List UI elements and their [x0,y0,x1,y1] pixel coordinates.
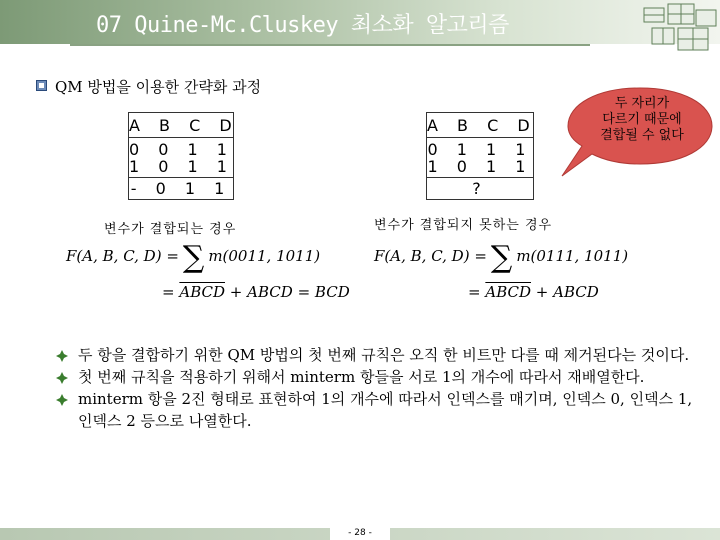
left-table-row: 0 0 1 1 [129,140,234,159]
left-formula-line2 [162,283,350,301]
right-caption: 변수가 결합되지 못하는 경우 [374,218,553,233]
title-underline [70,44,590,46]
right-table-divider [427,177,533,178]
right-formula-term1: ABCD [485,283,531,301]
right-table-header: A B C D [427,116,537,135]
left-formula-plus: + [229,283,243,301]
left-formula-line1 [66,240,320,275]
right-table-result: ? [472,179,488,198]
left-formula-eq2: = [297,283,311,301]
building-deco-icon [638,0,720,60]
right-table-row: 0 1 1 1 [427,140,533,159]
right-formula-line2 [468,283,599,301]
bullet-text: 첫 번째 규칙을 적용하기 위해서 minterm 항들을 서로 1의 개수에 따라서 재배열한다. [78,368,645,386]
callout-line: 결합될 수 없다 [600,128,684,143]
left-formula-term2: ABCD [247,283,293,301]
section-heading-text: QM 방법을 이용한 간략화 과정 [55,78,262,96]
left-formula-term1: ABCD [179,283,225,301]
sigma-icon: ∑ [182,240,205,275]
left-formula-minterms: m(0011, 1011) [208,247,321,265]
right-formula-plus: + [535,283,549,301]
right-formula-eq: = [468,283,481,301]
right-formula-line1 [374,240,628,275]
left-table-divider [129,177,233,178]
callout-line: 다르기 때문에 [602,112,682,127]
bullet-text: minterm 항을 2진 형태로 표현하여 1의 개수에 따라서 인덱스를 매기며, 인덱스 0, 인덱스 1, 인덱스 2 등으로 나열한다. [78,390,693,430]
section-heading [36,76,261,97]
bullet-item [54,388,694,432]
callout-line: 두 자리가 [614,96,670,111]
right-truth-table [426,112,537,200]
diamond-bullet-icon [56,372,68,384]
left-caption: 변수가 결합되는 경우 [104,222,237,237]
left-truth-table [128,112,239,200]
left-table-result: - 0 1 1 [130,179,232,198]
diamond-bullet-icon [56,394,68,406]
left-formula-term3: BCD [314,283,350,301]
left-formula-lhs: F(A, B, C, D) = [66,247,179,265]
right-table-row: 1 0 1 1 [427,157,533,176]
bullet-item [54,344,694,366]
left-table-header: A B C D [129,116,239,135]
left-formula-eq: = [162,283,175,301]
left-table-divider [129,137,233,138]
sigma-icon: ∑ [490,240,513,275]
right-formula-minterms: m(0111, 1011) [516,247,629,265]
checkbox-bullet-icon [36,80,47,91]
left-table-row: 1 0 1 1 [129,157,234,176]
right-table-divider [427,137,533,138]
slide-title: 07 Quine-Mc.Cluskey 최소화 알고리즘 [96,13,509,38]
right-formula-term2: ABCD [553,283,599,301]
bullet-text: 두 항을 결합하기 위한 QM 방법의 첫 번째 규칙은 오직 한 비트만 다를 때 제거된다는 것이다. [78,346,690,364]
bullet-item [54,366,694,388]
bullet-list [54,344,694,432]
right-formula-lhs: F(A, B, C, D) = [374,247,487,265]
diamond-bullet-icon [56,350,68,362]
page-number: - 28 - [330,526,390,540]
callout-text [572,96,712,144]
